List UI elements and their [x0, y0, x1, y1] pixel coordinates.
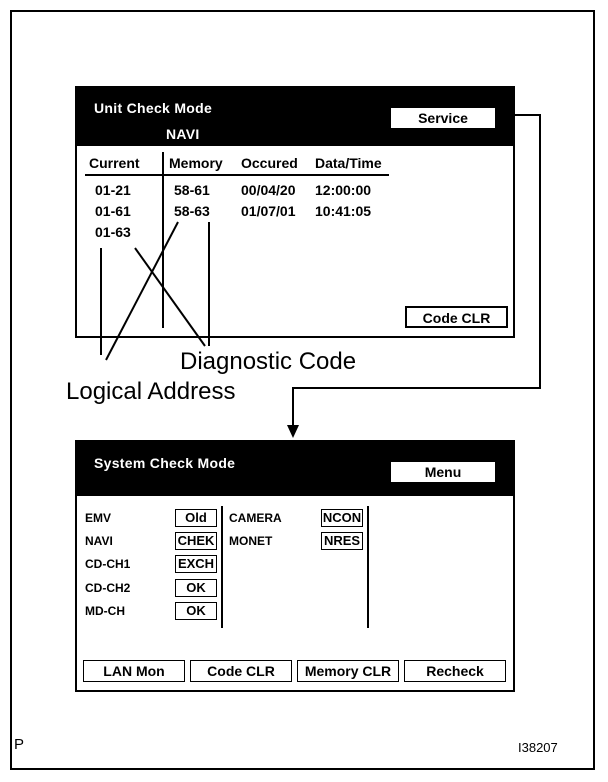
row2-current: 01-61 — [95, 203, 131, 219]
status-navi[interactable]: CHEK — [175, 532, 217, 550]
system-check-title: System Check Mode — [94, 455, 236, 471]
row1-datetime: 12:00:00 — [315, 182, 372, 198]
system-column-divider-1 — [221, 506, 223, 628]
memory-clr-button[interactable]: Memory CLR — [297, 660, 399, 682]
system-check-screen — [75, 440, 515, 692]
row2-datetime: 10:41:05 — [315, 203, 372, 219]
menu-button[interactable]: Menu — [390, 461, 496, 483]
status-camera[interactable]: NCON — [322, 510, 362, 525]
unit-check-subtitle: NAVI — [166, 126, 200, 142]
status-md-ch[interactable]: OK — [175, 602, 217, 620]
lan-mon-button[interactable]: LAN Mon — [83, 660, 185, 682]
item-monet: MONET — [229, 534, 273, 548]
system-check-header — [77, 442, 513, 496]
row1-occured: 00/04/20 — [241, 182, 296, 198]
item-cd-ch2: CD-CH2 — [85, 581, 131, 595]
item-navi: NAVI — [85, 534, 113, 548]
item-camera: CAMERA — [229, 511, 282, 525]
status-cd-ch1[interactable]: EXCH — [175, 555, 217, 573]
row3-current: 01-63 — [95, 224, 131, 240]
figure-id: I38207 — [518, 740, 558, 755]
item-emv: EMV — [85, 511, 112, 525]
logical-address-label: Logical Address — [66, 378, 236, 405]
leader-current-diagonal — [135, 248, 205, 346]
column-header-datetime: Data/Time — [315, 155, 382, 171]
connector-arrowhead — [287, 425, 299, 438]
item-md-ch: MD-CH — [85, 604, 125, 618]
status-monet[interactable]: NRES — [321, 532, 363, 550]
diagnostic-code-label: Diagnostic Code — [180, 348, 357, 375]
system-code-clr-button[interactable]: Code CLR — [190, 660, 292, 682]
row2-occured: 01/07/01 — [241, 203, 296, 219]
column-header-occured: Occured — [241, 155, 298, 171]
row1-memory: 58-61 — [174, 182, 210, 198]
status-emv[interactable]: Old — [175, 509, 217, 527]
service-to-system-connector — [293, 115, 540, 425]
recheck-button[interactable]: Recheck — [404, 660, 506, 682]
status-cd-ch2[interactable]: OK — [175, 579, 217, 597]
corner-label-left: P — [14, 736, 25, 753]
unit-check-title: Unit Check Mode — [94, 100, 213, 116]
system-column-divider-2 — [367, 506, 369, 628]
column-header-current: Current — [89, 155, 140, 171]
leader-memory-diagonal — [106, 222, 178, 360]
item-cd-ch1: CD-CH1 — [85, 557, 131, 571]
row2-memory: 58-63 — [174, 203, 210, 219]
service-button[interactable]: Service — [390, 107, 496, 129]
row1-current: 01-21 — [95, 182, 131, 198]
unit-code-clr-button[interactable]: Code CLR — [405, 306, 508, 328]
column-header-memory: Memory — [169, 155, 223, 171]
